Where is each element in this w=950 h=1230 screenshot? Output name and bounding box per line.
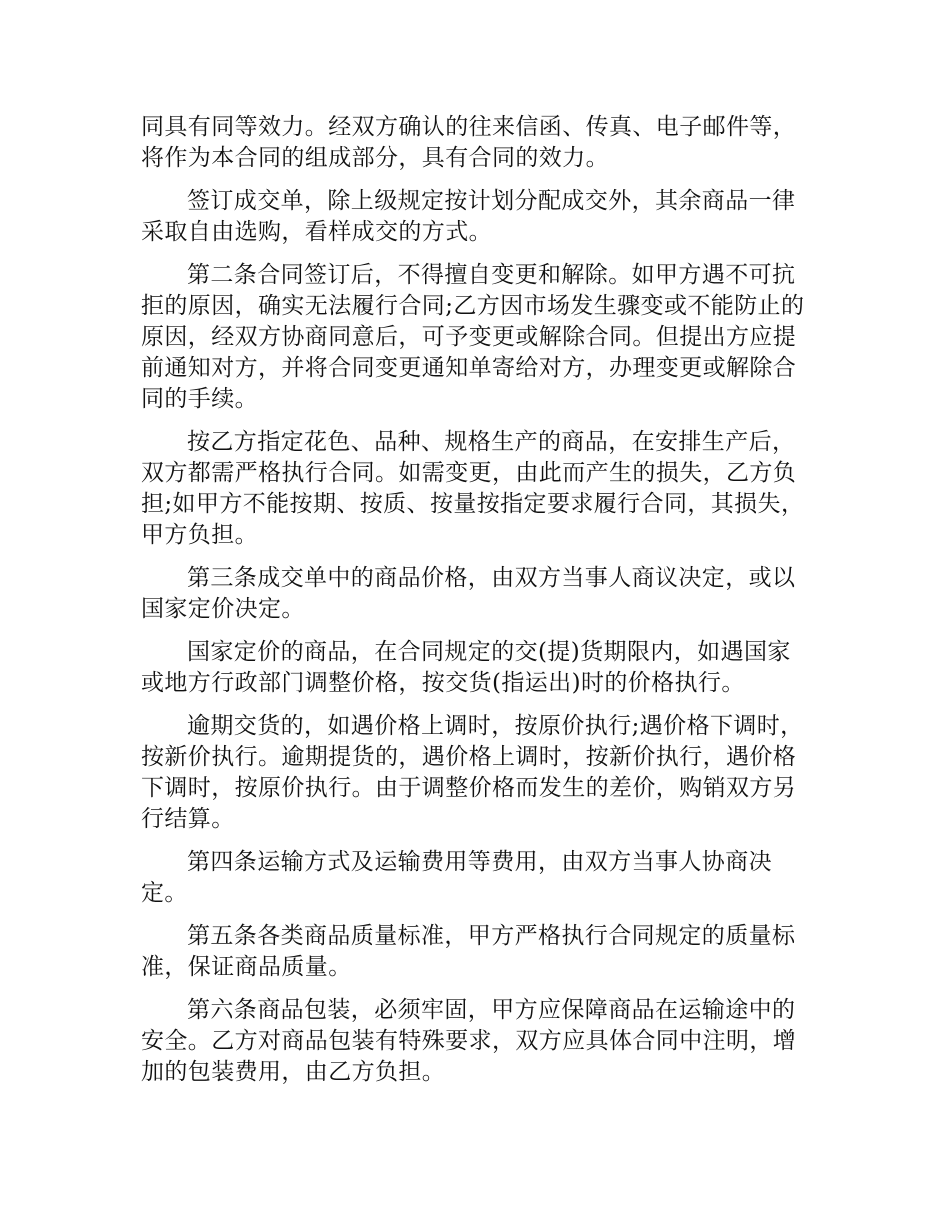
paragraph-6: 国家定价的商品，在合同规定的交(提)货期限内，如遇国家或地方行政部门调整价格，按交货(指运出)时的价格执行。 (141, 639, 791, 696)
document-body (141, 112, 813, 1100)
paragraph-2: 签订成交单，除上级规定按计划分配成交外，其余商品一律采取自由选购，看样成交的方式。 (141, 188, 796, 245)
paragraph-4: 按乙方指定花色、品种、规格生产的商品，在安排生产后，双方都需严格执行合同。如需变更，由此而产生的损失，乙方负担;如甲方不能按期、按质、按量按指定要求履行合同，其损失，甲方负担。 (141, 429, 805, 548)
paragraph-9: 第五条各类商品质量标准，甲方严格执行合同规定的质量标准，保证商品质量。 (141, 923, 796, 980)
paragraph-10: 第六条商品包装，必须牢固，甲方应保障商品在运输途中的安全。乙方对商品包装有特殊要求，双方应具体合同中注明，增加的包装费用，由乙方负担。 (141, 997, 797, 1085)
paragraph-7: 逾期交货的，如遇价格上调时，按原价执行;遇价格下调时，按新价执行。逾期提货的，遇价格上调时，按新价执行，遇价格下调时，按原价执行。由于调整价格而发生的差价，购销双方另行结算。 (141, 713, 804, 832)
paragraph-1: 同具有同等效力。经双方确认的往来信函、传真、电子邮件等，将作为本合同的组成部分，具有合同的效力。 (141, 114, 797, 171)
paragraph-3: 第二条合同签订后，不得擅自变更和解除。如甲方遇不可抗拒的原因，确实无法履行合同;乙方因市场发生骤变或不能防止的原因，经双方协商同意后，可予变更或解除合同。但提出方应提前通知对方，并将合同变更通知单寄给对方，办理变更或解除合同的手续。 (141, 262, 805, 412)
paragraph-5: 第三条成交单中的商品价格，由双方当事人商议决定，或以国家定价决定。 (141, 565, 796, 622)
paragraph-8: 第四条运输方式及运输费用等费用，由双方当事人协商决定。 (141, 849, 772, 906)
